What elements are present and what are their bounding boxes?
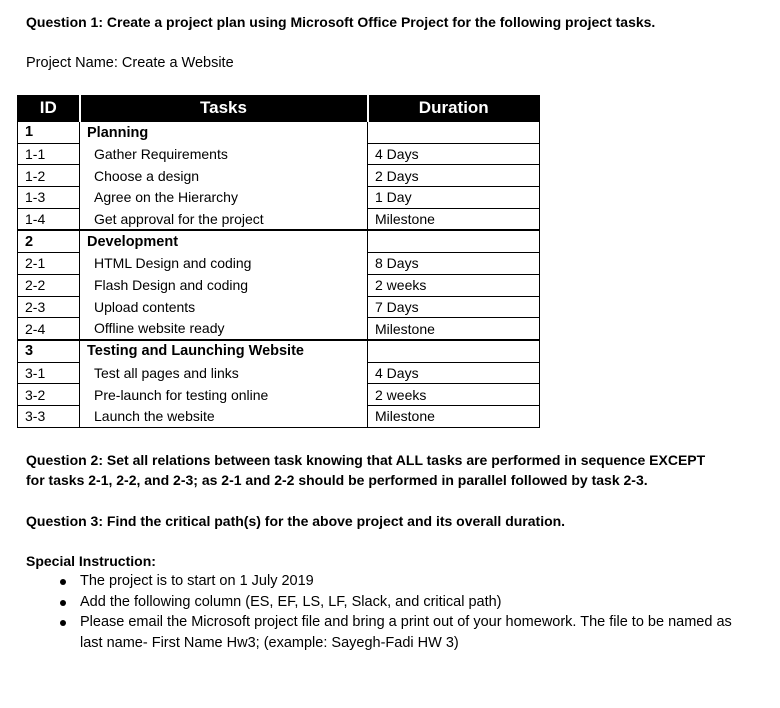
cell-id: 2-3	[18, 296, 80, 318]
cell-id: 2-2	[18, 274, 80, 296]
cell-id: 2-4	[18, 318, 80, 340]
instruction-item	[60, 612, 740, 653]
cell-task: Launch the website	[80, 405, 368, 427]
cell-task: Get approval for the project	[80, 208, 368, 230]
table-row	[18, 296, 540, 318]
table-row	[18, 143, 540, 165]
cell-task: Upload contents	[80, 296, 368, 318]
cell-task: Testing and Launching Website	[80, 340, 368, 362]
cell-duration: 7 Days	[368, 296, 540, 318]
cell-task: Flash Design and coding	[80, 274, 368, 296]
cell-task: Offline website ready	[80, 318, 368, 340]
cell-duration	[368, 340, 540, 362]
table-row	[18, 384, 540, 406]
bullet-icon	[60, 620, 66, 626]
question-2-line-1: Question 2: Set all relations between task knowing that ALL tasks are performed in sequence EXCEPT	[26, 452, 706, 468]
table-row	[18, 318, 540, 340]
cell-task: HTML Design and coding	[80, 253, 368, 275]
cell-id: 3-1	[18, 362, 80, 384]
cell-id: 2	[18, 230, 80, 252]
instruction-text: The project is to start on 1 July 2019	[80, 573, 314, 589]
project-name: Project Name: Create a Website	[26, 55, 234, 71]
cell-id: 3-3	[18, 405, 80, 427]
cell-task: Choose a design	[80, 165, 368, 187]
cell-id: 1-1	[18, 143, 80, 165]
task-table-body	[18, 121, 540, 427]
bullet-icon	[60, 579, 66, 585]
cell-duration: Milestone	[368, 405, 540, 427]
table-row	[18, 405, 540, 427]
cell-duration: 2 weeks	[368, 384, 540, 406]
cell-task: Agree on the Hierarchy	[80, 187, 368, 209]
cell-id: 1	[18, 121, 80, 143]
cell-task: Planning	[80, 121, 368, 143]
table-row	[18, 208, 540, 230]
table-group-row	[18, 230, 540, 252]
cell-task: Test all pages and links	[80, 362, 368, 384]
cell-duration: 8 Days	[368, 253, 540, 275]
instruction-item	[60, 592, 740, 613]
cell-duration: 4 Days	[368, 362, 540, 384]
cell-id: 1-3	[18, 187, 80, 209]
bullet-icon	[60, 600, 66, 606]
table-row	[18, 274, 540, 296]
special-instruction-title: Special Instruction:	[26, 553, 156, 569]
cell-id: 3	[18, 340, 80, 362]
question-1: Question 1: Create a project plan using Microsoft Office Project for the following project tasks.	[26, 14, 656, 30]
instruction-list	[60, 571, 740, 653]
cell-id: 2-1	[18, 253, 80, 275]
table-group-row	[18, 340, 540, 362]
cell-duration: Milestone	[368, 318, 540, 340]
cell-duration: 4 Days	[368, 143, 540, 165]
cell-id: 3-2	[18, 384, 80, 406]
table-group-row	[18, 121, 540, 143]
instruction-text: Add the following column (ES, EF, LS, LF, Slack, and critical path)	[80, 593, 502, 610]
cell-id: 1-2	[18, 165, 80, 187]
cell-duration: Milestone	[368, 208, 540, 230]
cell-duration	[368, 121, 540, 143]
instruction-item	[60, 571, 740, 592]
cell-duration	[368, 230, 540, 252]
table-row	[18, 362, 540, 384]
table-row	[18, 253, 540, 275]
table-row	[18, 187, 540, 209]
cell-task: Gather Requirements	[80, 143, 368, 165]
task-table	[17, 95, 540, 428]
cell-task: Development	[80, 230, 368, 252]
cell-duration: 2 weeks	[368, 274, 540, 296]
header-id: ID	[18, 96, 80, 122]
question-3: Question 3: Find the critical path(s) for the above project and its overall duration.	[26, 513, 566, 529]
cell-task: Pre-launch for testing online	[80, 384, 368, 406]
question-2-line-2: for tasks 2-1, 2-2, and 2-3; as 2-1 and 2-2 should be performed in parallel followed by task 2-3.	[26, 472, 648, 488]
cell-id: 1-4	[18, 208, 80, 230]
table-header-row	[18, 96, 540, 122]
header-tasks: Tasks	[80, 96, 368, 122]
table-row	[18, 165, 540, 187]
cell-duration: 2 Days	[368, 165, 540, 187]
header-duration: Duration	[368, 96, 540, 122]
cell-duration: 1 Day	[368, 187, 540, 209]
instruction-text: Please email the Microsoft project file and bring a print out of your homework. The file to be named as last name- First Name Hw3; (example: Sayegh-Fadi HW 3)	[80, 614, 732, 651]
